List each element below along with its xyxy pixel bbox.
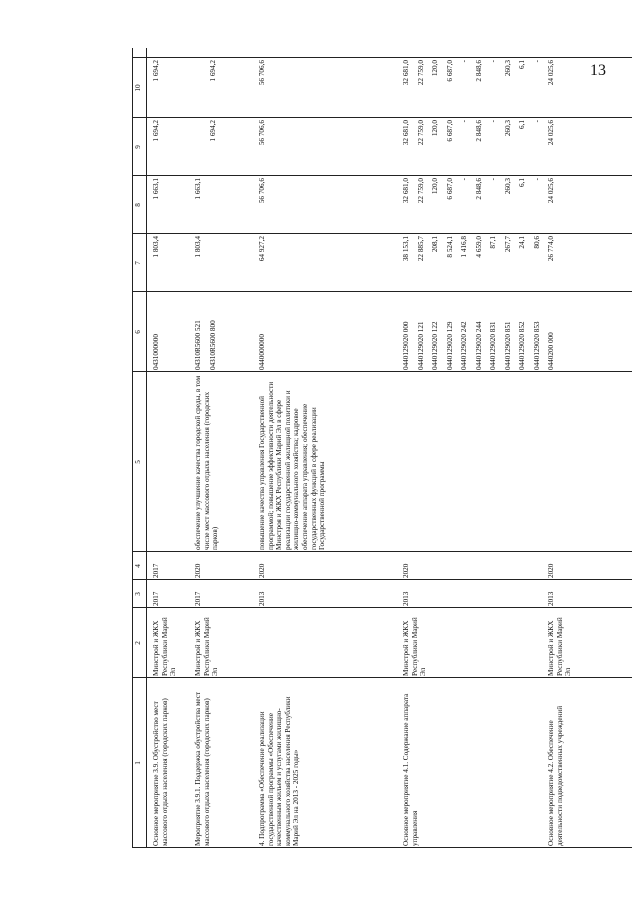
table-cell: 22 759,0	[416, 120, 425, 146]
table-cell: Основное мероприятие 3.9. Обустройство мест массового отдыха населения (городских парков)	[152, 698, 169, 846]
table-cell: 6,1	[518, 178, 526, 187]
column-divider	[132, 551, 632, 552]
column-header: 6	[134, 330, 142, 334]
column-header: 7	[134, 261, 142, 265]
table-cell: 1 803,4	[194, 236, 202, 258]
table-cell: -	[489, 178, 497, 181]
table-cell: 120,0	[431, 120, 439, 137]
table-cell: -	[489, 120, 497, 123]
table-cell: 0440129020 121	[416, 321, 425, 370]
table-cell: Основное мероприятие 4.1. Содержание аппарата управления	[402, 693, 419, 846]
column-divider	[132, 291, 632, 292]
table-cell: 1 694,2	[208, 120, 217, 142]
table-cell: 2017	[194, 591, 202, 606]
table-cell: 0440129020 831	[489, 321, 497, 370]
table-cell: 22 759,0	[416, 60, 425, 86]
column-header: 4	[134, 564, 142, 568]
table-cell: 2020	[194, 563, 202, 578]
table-cell: 4. Подпрограмма «Обеспечение реализации государственной программы «Обеспечение качественным жильем и услугами жилищно-коммунального хозяйства населения Республики Марий Эл на 2013 - 2025 годы»	[258, 696, 301, 846]
table-cell: 1 694,2	[208, 60, 217, 82]
table-cell: 24,1	[518, 236, 526, 249]
table-cell: 04310R5600 521	[194, 320, 202, 370]
table-cell: 80,6	[532, 236, 541, 249]
table-cell: 56 706,6	[258, 60, 266, 86]
table-cell: Минстрой и ЖКХ Республики Марий Эл	[194, 617, 220, 676]
table-cell: 24 025,6	[547, 60, 555, 86]
column-divider	[132, 233, 632, 234]
table-cell: 26 774,0	[547, 236, 555, 262]
table-cell: Минстрой и ЖКХ Республики Марий Эл	[152, 617, 178, 676]
table-cell: 6 687,0	[445, 178, 454, 200]
table-cell: -	[489, 60, 497, 63]
table-cell: 0440129020 853	[532, 321, 541, 370]
table-cell: 1 663,1	[152, 178, 160, 200]
table-cell: -	[460, 60, 468, 63]
column-header: 5	[134, 460, 142, 464]
table-cell: 0440200 000	[547, 332, 555, 370]
table-cell: 22 885,7	[416, 236, 425, 262]
table-cell: 208,1	[431, 236, 439, 253]
table-cell: 38 153,1	[402, 236, 410, 262]
table-cell: 1 663,1	[194, 178, 202, 200]
table-cell: -	[460, 178, 468, 181]
table-cell: -	[532, 60, 541, 63]
table-cell: -	[460, 120, 468, 123]
table-cell: 0440129020 000	[402, 321, 410, 370]
table-cell: 64 927,2	[258, 236, 266, 262]
table-cell: 0440129020 122	[431, 321, 439, 370]
table-cell: 120,0	[431, 60, 439, 77]
page-number: 13	[590, 62, 606, 79]
table-cell: 56 706,6	[258, 178, 266, 204]
table-cell: 267,7	[503, 236, 512, 253]
table-cell: 2020	[258, 563, 266, 578]
column-divider	[132, 579, 632, 580]
header-rule	[132, 48, 133, 848]
table-cell: 0440129020 851	[503, 321, 512, 370]
table-cell: -	[532, 178, 541, 181]
table-cell: 2013	[547, 591, 555, 606]
table-cell: 260,3	[503, 178, 512, 195]
table-cell: 32 681,0	[402, 178, 410, 204]
column-header: 1	[134, 761, 142, 765]
table-cell: 2017	[152, 591, 160, 606]
column-header: 2	[134, 641, 142, 645]
table-cell: 2 848,6	[474, 60, 483, 82]
table-cell: 2017	[152, 563, 160, 578]
table-cell: 24 025,6	[547, 178, 555, 204]
table-cell: 04310R5600 800	[208, 320, 217, 370]
table-cell: 2020	[402, 563, 410, 578]
table-cell: 32 681,0	[402, 60, 410, 86]
table-cell: 2013	[258, 591, 266, 606]
table-cell: 22 759,0	[416, 178, 425, 204]
table-cell: 1 416,8	[460, 236, 468, 258]
table-cell: обеспечение улучшение качества городской среды, в том числе мест массового отдыха населения (городских парков)	[194, 375, 220, 550]
table-cell: Минстрой и ЖКХ Республики Марий Эл	[547, 617, 573, 676]
table-cell: 1 694,2	[152, 120, 160, 142]
table-cell: 2020	[547, 563, 555, 578]
rotated-table	[132, 48, 632, 848]
table-cell: 0440129020 244	[474, 321, 483, 370]
table-cell: 8 524,1	[445, 236, 454, 258]
table-cell: 0431000000	[152, 334, 160, 370]
table-cell: 32 681,0	[402, 120, 410, 146]
table-cell: 0440129020 129	[445, 321, 454, 370]
table-cell: Мероприятие 3.9.1. Поддержка обустройства мест массового отдыха населения (городских парков)	[194, 691, 211, 846]
header-rule	[146, 48, 147, 848]
table-cell: 2 848,6	[474, 178, 483, 200]
column-divider	[132, 607, 632, 608]
column-divider	[132, 847, 632, 848]
table-cell: 1 694,2	[152, 60, 160, 82]
column-header: 3	[134, 592, 142, 596]
column-header: 10	[134, 84, 142, 92]
table-cell: 0440129020 852	[518, 321, 526, 370]
table-cell: 260,3	[503, 120, 512, 137]
table-cell: Основное мероприятие 4.2. Обеспечение деятельности подведомственных учреждений	[547, 705, 564, 846]
table-cell: -	[532, 120, 541, 123]
column-divider	[132, 175, 632, 176]
column-divider	[132, 117, 632, 118]
table-cell: 4 659,0	[474, 236, 483, 258]
table-cell: 1 803,4	[152, 236, 160, 258]
column-divider	[132, 677, 632, 678]
column-divider	[132, 57, 632, 58]
table-cell: 0440000000	[258, 334, 266, 370]
table-cell: 260,3	[503, 60, 512, 77]
table-cell: 6,1	[518, 60, 526, 69]
column-divider	[132, 371, 632, 372]
table-cell: 6 687,0	[445, 120, 454, 142]
table-cell: 6 687,0	[445, 60, 454, 82]
column-header: 9	[134, 145, 142, 149]
column-header: 8	[134, 203, 142, 207]
table-cell: 0440129020 242	[460, 321, 468, 370]
table-cell: 2013	[402, 591, 410, 606]
table-cell: повышение качества управления Государственной программой; повышение эффективности деятельности Минстроя и ЖКХ Республики Марий Эл в сфере реализации государственной жилищной политики и жилищно-коммунального хозяйства; кадровое обеспечение аппарата управления; обеспечение государственных функций в сфере реализации Государственной программы	[258, 381, 327, 550]
table-cell: 6,1	[518, 120, 526, 129]
table-cell: 24 025,6	[547, 120, 555, 146]
table-cell: 56 706,6	[258, 120, 266, 146]
table-cell: 2 848,6	[474, 120, 483, 142]
table-cell: 87,1	[489, 236, 497, 249]
table-cell: Минстрой и ЖКХ Республики Марий Эл	[402, 617, 428, 676]
table-cell: 120,0	[431, 178, 439, 195]
